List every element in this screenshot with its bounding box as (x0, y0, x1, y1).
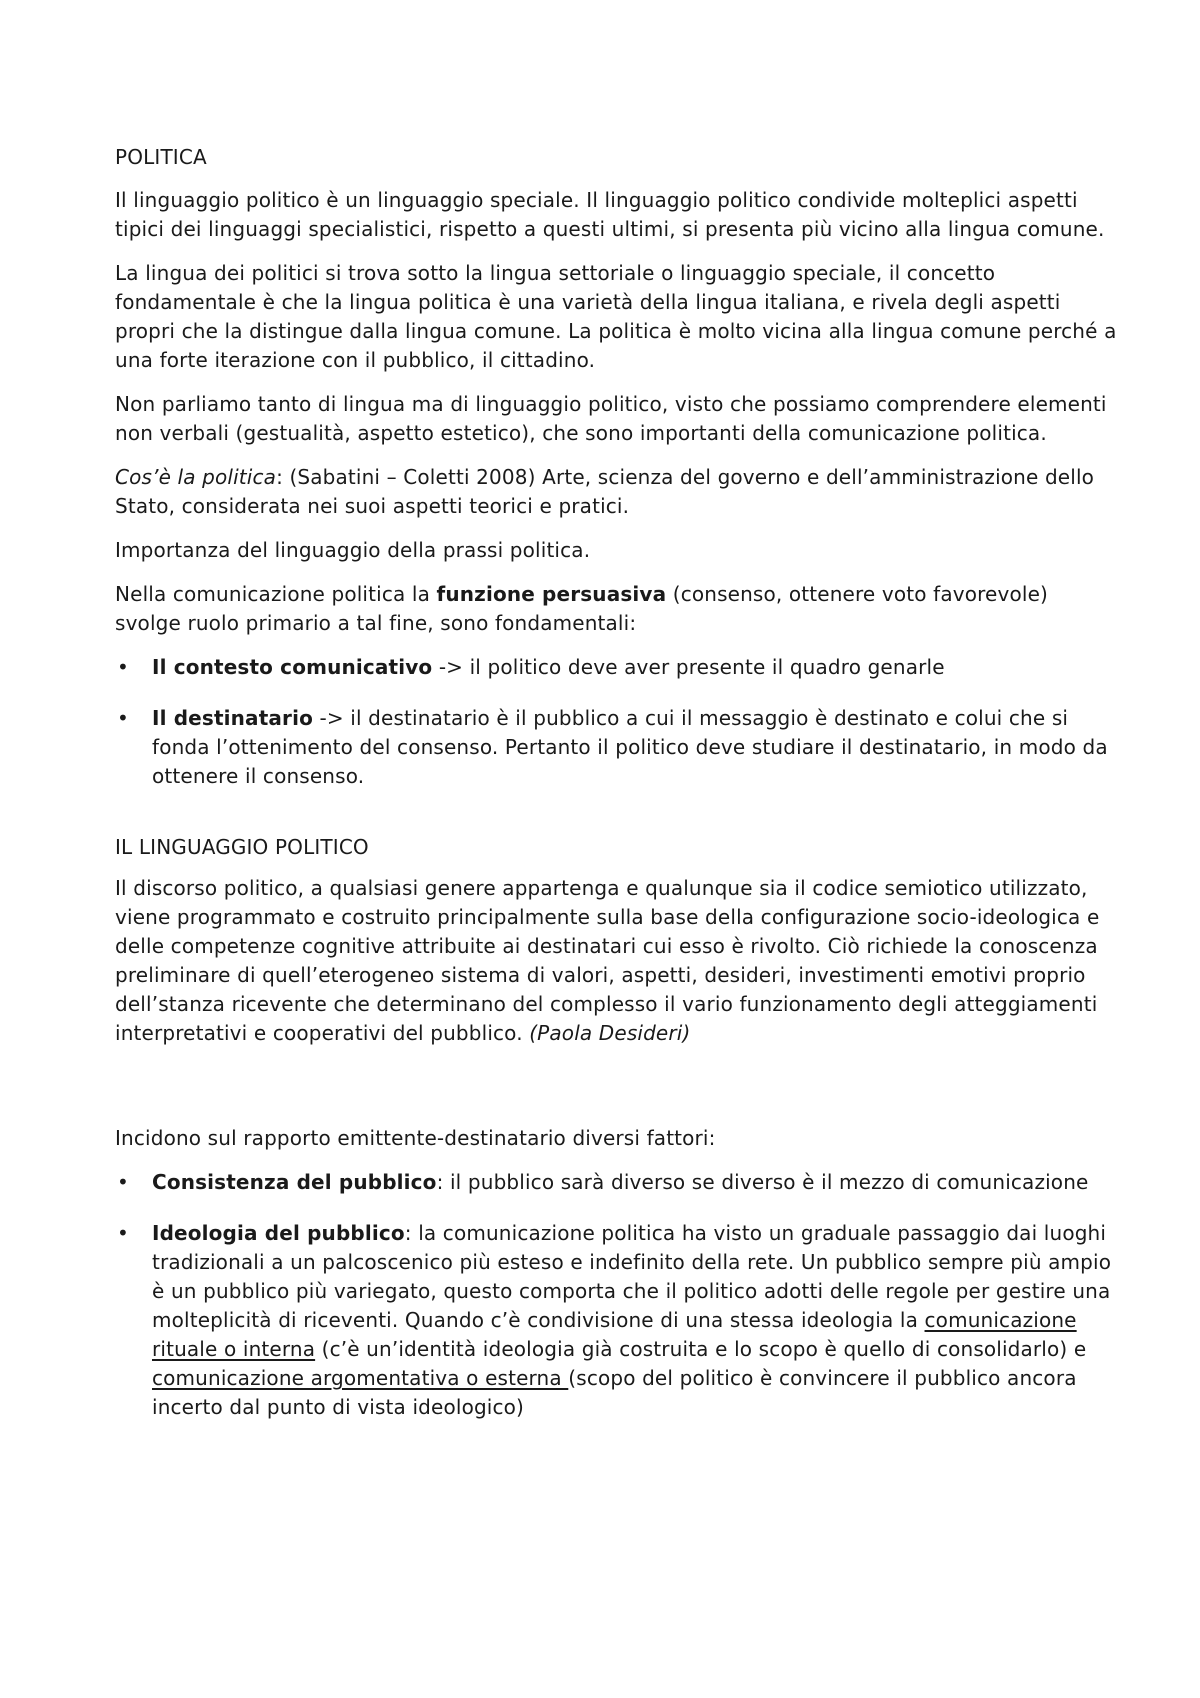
list-item-term: Il destinatario (152, 706, 313, 730)
list-item-term: Ideologia del pubblico (152, 1221, 405, 1245)
list-item-text: : il pubblico sarà diverso se diverso è il mezzo di comunicazione (436, 1170, 1089, 1194)
underlined-term: comunicazione argomentativa o esterna (152, 1366, 569, 1390)
list-item-text: -> il destinatario è il pubblico a cui il messaggio è destinato e colui che si fonda l’ottenimento del consenso. Pertanto il politico deve studiare il destinatario, in modo da ottenere il consenso. (152, 706, 1108, 788)
list-item: • Ideologia del pubblico: la comunicazione politica ha visto un graduale passaggio dai luoghi tradizionali a un palcoscenico più esteso e indefinito della rete. Un pubblico sempre più ampio è un pubblico più variegato, questo comporta che il politico adotti delle regole per gestire una molteplicità di riceventi. Quando c’è condivisione di una stessa ideologia la comunicazione rituale o interna (c’è un’identità ideologia già costruita e lo scopo è quello di consolidarlo) e comunicazione argomentativa o esterna (scopo del politico è convincere il pubblico ancora incerto dal punto di vista ideologico) (115, 1219, 1120, 1422)
bullet-icon: • (117, 655, 129, 679)
bullet-list-fundamentals (115, 653, 1120, 791)
paragraph-funzione-persuasiva: Nella comunicazione politica la funzione persuasiva (consenso, ottenere voto favorevole) svolge ruolo primario a tal fine, sono fondamentali: (115, 582, 1048, 635)
paragraph-quote: Il discorso politico, a qualsiasi genere appartenga e qualunque sia il codice semiotico utilizzato, viene programmato e costruito principalmente sulla base della configurazione socio-ideologica e delle competenze cognitive attribuite ai destinatari cui esso è rivolto. Ciò richiede la conoscenza preliminare di quell’eterogeneo sistema di valori, aspetti, desideri, investimenti emotivi proprio dell’stanza ricevente che determinano del complesso il vario funzionamento degli atteggiamenti interpretativi e cooperativi del pubblico. (Paola Desideri) (115, 876, 1100, 1045)
paragraph-intro: Il linguaggio politico è un linguaggio speciale. Il linguaggio politico condivide molteplici aspetti tipici dei linguaggi specialistici, rispetto a questi ultimi, si presenta più vicino alla lingua comune. (115, 188, 1105, 241)
list-item (115, 1168, 1120, 1197)
definition-term: Cos’è la politica (115, 465, 277, 489)
paragraph-linguaggio-politico: Non parliamo tanto di lingua ma di linguaggio politico, visto che possiamo comprendere elementi non verbali (gestualità, aspetto estetico), che sono importanti della comunicazione politica. (115, 392, 1107, 445)
bullet-list-fattori (115, 1168, 1120, 1422)
list-item-term: Il contesto comunicativo (152, 655, 433, 679)
list-item (115, 653, 1120, 682)
underlined-term: comunicazione rituale o interna (152, 1308, 1077, 1361)
bullet-icon: • (117, 706, 129, 730)
list-item-term: Consistenza del pubblico (152, 1170, 437, 1194)
quote-citation: (Paola Desideri) (529, 1021, 691, 1045)
paragraph-lingua-politici: La lingua dei politici si trova sotto la lingua settoriale o linguaggio speciale, il concetto fondamentale è che la lingua politica è una varietà della lingua italiana, e rivela degli aspetti propri che la distingue dalla lingua comune. La politica è molto vicina alla lingua comune perché a una forte iterazione con il pubblico, il cittadino. (115, 261, 1117, 372)
bold-term: funzione persuasiva (436, 582, 667, 606)
paragraph-importanza: Importanza del linguaggio della prassi politica. (115, 538, 591, 562)
bullet-icon: • (117, 1221, 129, 1245)
paragraph-fattori: Incidono sul rapporto emittente-destinatario diversi fattori: (115, 1126, 716, 1150)
section-heading-politica: POLITICA (115, 145, 207, 169)
section-heading-linguaggio-politico: IL LINGUAGGIO POLITICO (115, 835, 369, 859)
paragraph-definition (115, 463, 1120, 521)
list-item-text: -> il politico deve aver presente il quadro genarle (432, 655, 945, 679)
definition-text: : (Sabatini – Coletti 2008) Arte, scienza del governo e dell’amministrazione dello Stato, considerata nei suoi aspetti teorici e pratici. (115, 465, 1095, 518)
bullet-icon: • (117, 1170, 129, 1194)
spacer (115, 1063, 1120, 1124)
list-item (115, 704, 1120, 791)
